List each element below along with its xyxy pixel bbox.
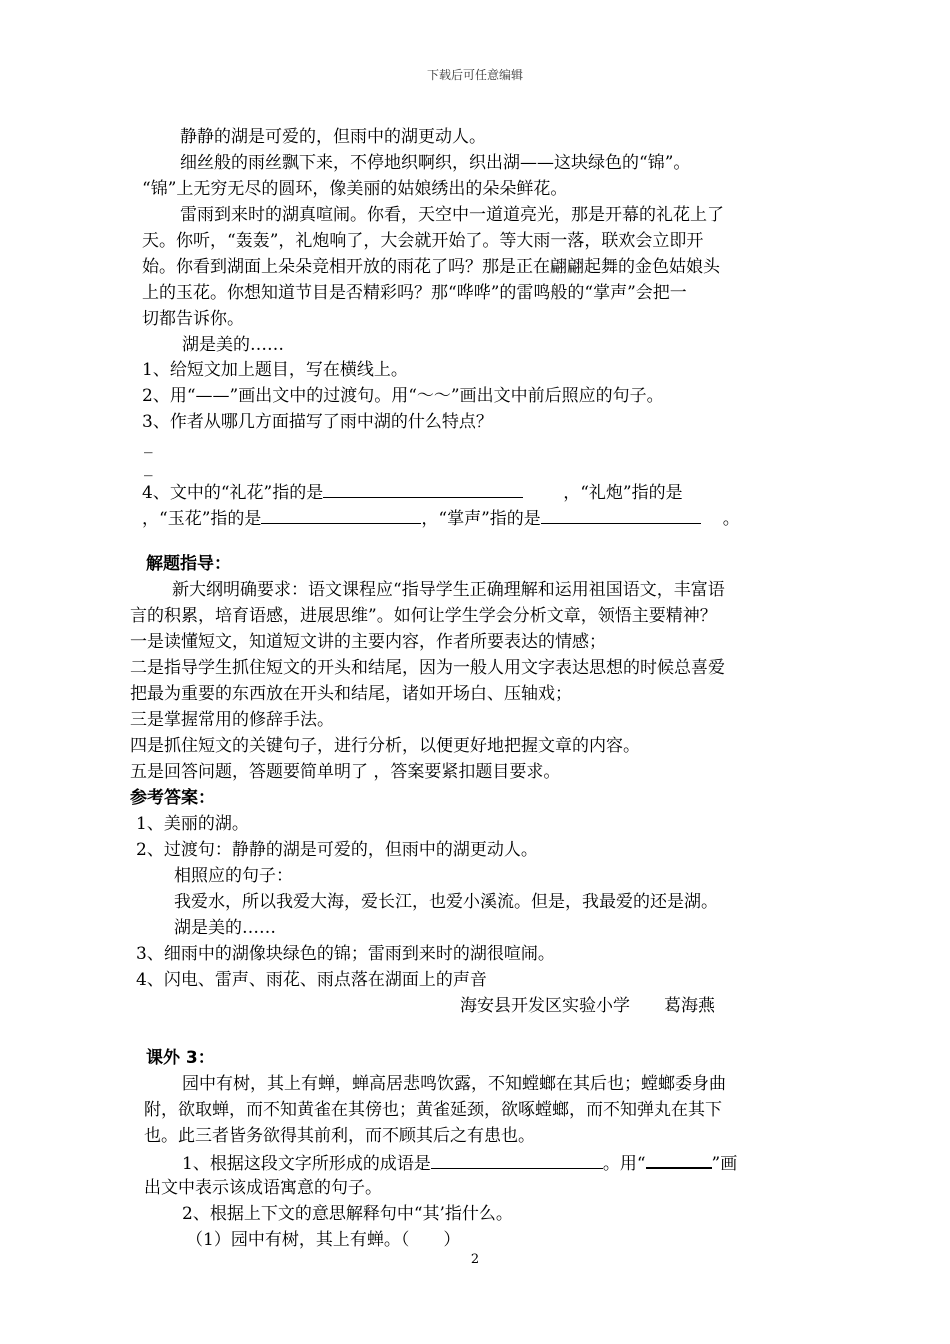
- answer-line[interactable]: _: [144, 434, 153, 454]
- question-4-part: 4、文中的“礼花”指的是: [142, 483, 324, 503]
- passage-line: 切都告诉你。: [142, 309, 244, 329]
- page-header: 下载后可任意编辑: [426, 68, 523, 82]
- passage-line: 天。你听，“轰轰”，礼炮响了，大会就开始了。等大雨一落，联欢会立即开: [142, 231, 704, 251]
- passage-line: “锦”上无穷无尽的圆环，像美丽的姑娘绣出的朵朵鲜花。: [142, 179, 568, 199]
- extra-question-part: ”画: [711, 1154, 738, 1174]
- guide-line: 二是指导学生抓住短文的开头和结尾，因为一般人用文字表达思想的时候总喜爱: [130, 658, 725, 678]
- extra-question-part: 1、根据这段文字所形成的成语是: [182, 1154, 431, 1174]
- question-2: 2、用“——”画出文中的过渡句。用“～～”画出文中前后照应的句子。: [142, 386, 664, 406]
- answer-line: 湖是美的……: [174, 918, 276, 938]
- extra-line: 园中有树，其上有蝉，蝉高居悲鸣饮露，不知螳螂在其后也；螳螂委身曲: [182, 1074, 726, 1094]
- fill-blank-zhangsheng[interactable]: [541, 507, 701, 524]
- guide-line: 把最为重要的东西放在开头和结尾，诸如开场白、压轴戏；: [130, 684, 572, 704]
- extra-line: 附，欲取蝉，而不知黄雀在其傍也；黄雀延颈，欲啄螳螂，而不知弹丸在其下: [144, 1100, 722, 1120]
- answer-line[interactable]: _: [144, 457, 153, 477]
- guide-line: 新大纲明确要求：语文课程应“指导学生正确理解和运用祖国语文，丰富语: [172, 580, 725, 600]
- guide-line: 四是抓住短文的关键句子，进行分析，以便更好地把握文章的内容。: [130, 736, 640, 756]
- answers-title: 参考答案：: [130, 788, 215, 808]
- passage-line: 上的玉花。你想知道节目是否精彩吗？那“哗哗”的雷鸣般的“掌声”会把一: [142, 283, 687, 303]
- page-number: 2: [470, 1252, 480, 1267]
- fill-blank-idiom[interactable]: [431, 1152, 603, 1169]
- extra-question-2: 2、根据上下文的意思解释句中“其’指什么。: [182, 1204, 513, 1224]
- passage-line: 雷雨到来时的湖真喧闹。你看，天空中一道道亮光，那是开幕的礼花上了: [180, 205, 724, 225]
- question-1: 1、给短文加上题目，写在横线上。: [142, 360, 408, 380]
- extra-line: 也。此三者皆务欲得其前利，而不顾其后之有患也。: [144, 1126, 535, 1146]
- passage-line: 静静的湖是可爱的，但雨中的湖更动人。: [180, 127, 486, 147]
- answer-line: 4、闪电、雷声、雨花、雨点落在湖面上的声音: [136, 970, 487, 990]
- answer-line: 2、过渡句：静静的湖是可爱的，但雨中的湖更动人。: [136, 840, 538, 860]
- extra-question-1: [182, 1151, 737, 1175]
- extra-line: 出文中表示该成语寓意的句子。: [144, 1178, 382, 1198]
- extra-question-part: 。用“: [602, 1154, 646, 1174]
- guide-line: 一是读懂短文，知道短文讲的主要内容，作者所要表达的情感；: [130, 632, 606, 652]
- question-3: 3、作者从哪几方面描写了雨中湖的什么特点？: [142, 412, 493, 432]
- passage-line: 细丝般的雨丝飘下来，不停地织啊织，织出湖——这块绿色的“锦”。: [180, 153, 691, 173]
- fill-blank-lihua[interactable]: [323, 481, 523, 498]
- passage-line: 湖是美的……: [182, 335, 284, 355]
- question-4-part: ，“玉花”指的是: [142, 509, 262, 529]
- fill-blank-marker[interactable]: [646, 1151, 712, 1169]
- extra-title: 课外 3：: [146, 1048, 215, 1068]
- question-4-part: ，“礼炮”指的是: [563, 483, 683, 503]
- question-4: [142, 481, 683, 504]
- question-4-continued: [142, 507, 740, 530]
- guide-title: 解题指导：: [146, 554, 231, 574]
- fill-blank-yuhua[interactable]: [261, 507, 421, 524]
- extra-question-2-1: （1）园中有树，其上有蝉。（ ）: [186, 1230, 461, 1250]
- answer-line: 相照应的句子：: [174, 866, 293, 886]
- answer-line: 1、美丽的湖。: [136, 814, 249, 834]
- guide-line: 言的积累，培育语感，进展思维”。如何让学生学会分析文章，领悟主要精神？: [130, 606, 717, 626]
- question-4-part: 。: [722, 509, 740, 529]
- author-credit: 海安县开发区实验小学 葛海燕: [460, 996, 715, 1016]
- guide-line: 五是回答问题，答题要简单明了 ，答案要紧扣题目要求。: [130, 762, 561, 782]
- guide-line: 三是掌握常用的修辞手法。: [130, 710, 334, 730]
- answer-line: 我爱水，所以我爱大海，爱长江，也爱小溪流。但是，我最爱的还是湖。: [174, 892, 718, 912]
- passage-line: 始。你看到湖面上朵朵竞相开放的雨花了吗？那是正在翩翩起舞的金色姑娘头: [142, 257, 720, 277]
- answer-line: 3、细雨中的湖像块绿色的锦；雷雨到来时的湖很喧闹。: [136, 944, 555, 964]
- question-4-part: ，“掌声”指的是: [421, 509, 541, 529]
